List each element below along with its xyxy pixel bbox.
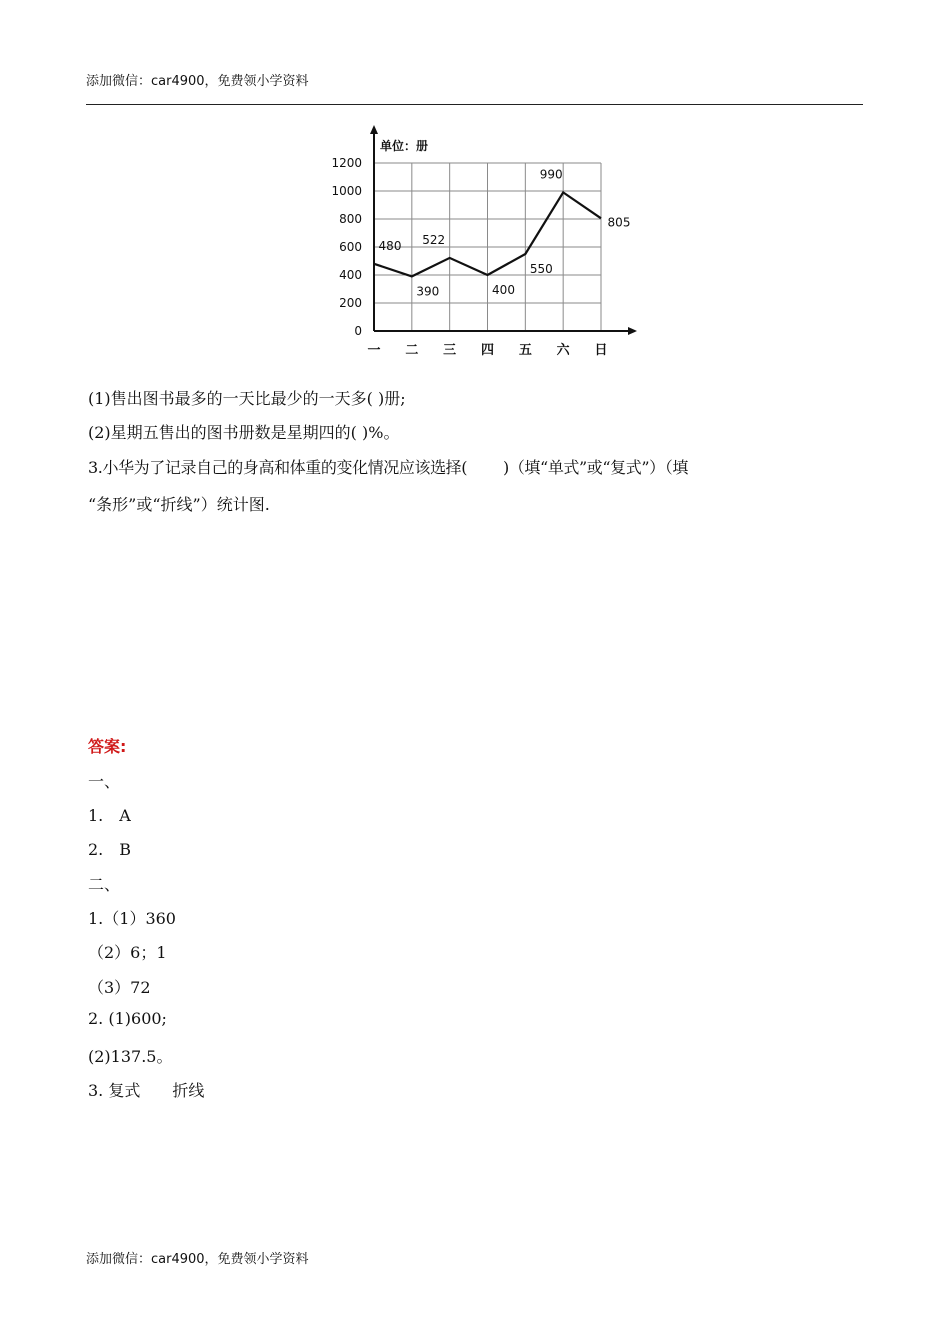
answer-line: 3. 复式 折线 xyxy=(88,1081,205,1100)
data-label: 805 xyxy=(607,215,631,230)
data-label: 990 xyxy=(539,167,563,182)
answer-line: 一、 xyxy=(88,772,121,791)
x-tick-label: 四 xyxy=(480,343,495,358)
answer-line: （2）6；1 xyxy=(88,943,167,962)
y-tick-label: 1200 xyxy=(331,156,362,170)
data-labels xyxy=(379,167,631,298)
header-text: 添加微信：car4900，免费领小学资料 xyxy=(86,74,309,89)
data-label: 400 xyxy=(492,283,515,297)
x-tick-label: 五 xyxy=(518,343,532,358)
question-3-line2: “条形”或“折线”）统计图. xyxy=(88,495,270,514)
header-divider xyxy=(86,104,863,105)
answer-line: （3）72 xyxy=(88,978,151,997)
y-tick-label: 600 xyxy=(339,240,362,254)
answer-line: 二、 xyxy=(88,875,121,894)
answer-line: 1. A xyxy=(88,806,131,825)
question-2-2: (2)星期五售出的图书册数是星期四的( )%。 xyxy=(88,423,400,442)
data-label: 522 xyxy=(422,232,446,247)
x-tick-label: 六 xyxy=(556,343,570,358)
x-tick-labels xyxy=(367,342,607,358)
data-label: 480 xyxy=(378,238,402,253)
x-tick-label: 一 xyxy=(367,343,381,358)
chart-grid xyxy=(374,163,601,331)
line-chart xyxy=(320,122,650,362)
answer-line: 1.（1）360 xyxy=(88,909,176,928)
unit-label: 单位：册 xyxy=(380,139,429,153)
x-tick-label: 二 xyxy=(405,343,419,358)
x-tick-label: 日 xyxy=(594,343,608,358)
data-label: 390 xyxy=(416,284,440,299)
answer-title: 答案: xyxy=(88,737,127,756)
y-tick-labels xyxy=(331,156,362,338)
y-axis-arrow xyxy=(370,125,378,134)
y-tick-label: 400 xyxy=(339,268,362,282)
data-label: 550 xyxy=(529,262,553,276)
x-tick-label: 三 xyxy=(443,343,457,358)
answer-line: (2)137.5。 xyxy=(88,1047,173,1066)
answer-line: 2. (1)600; xyxy=(88,1009,167,1028)
question-2-1: (1)售出图书最多的一天比最少的一天多( )册; xyxy=(88,389,406,408)
question-3-line1: 3.小华为了记录自己的身高和体重的变化情况应该选择( )（填“单式”或“复式”）（填 xyxy=(88,458,688,477)
answer-line: 2. B xyxy=(88,840,132,859)
footer-text: 添加微信：car4900，免费领小学资料 xyxy=(86,1252,309,1267)
y-tick-label: 0 xyxy=(354,324,362,338)
x-axis-arrow xyxy=(628,327,637,335)
y-tick-label: 1000 xyxy=(331,184,362,198)
y-tick-label: 800 xyxy=(339,212,362,226)
y-tick-label: 200 xyxy=(339,296,362,310)
